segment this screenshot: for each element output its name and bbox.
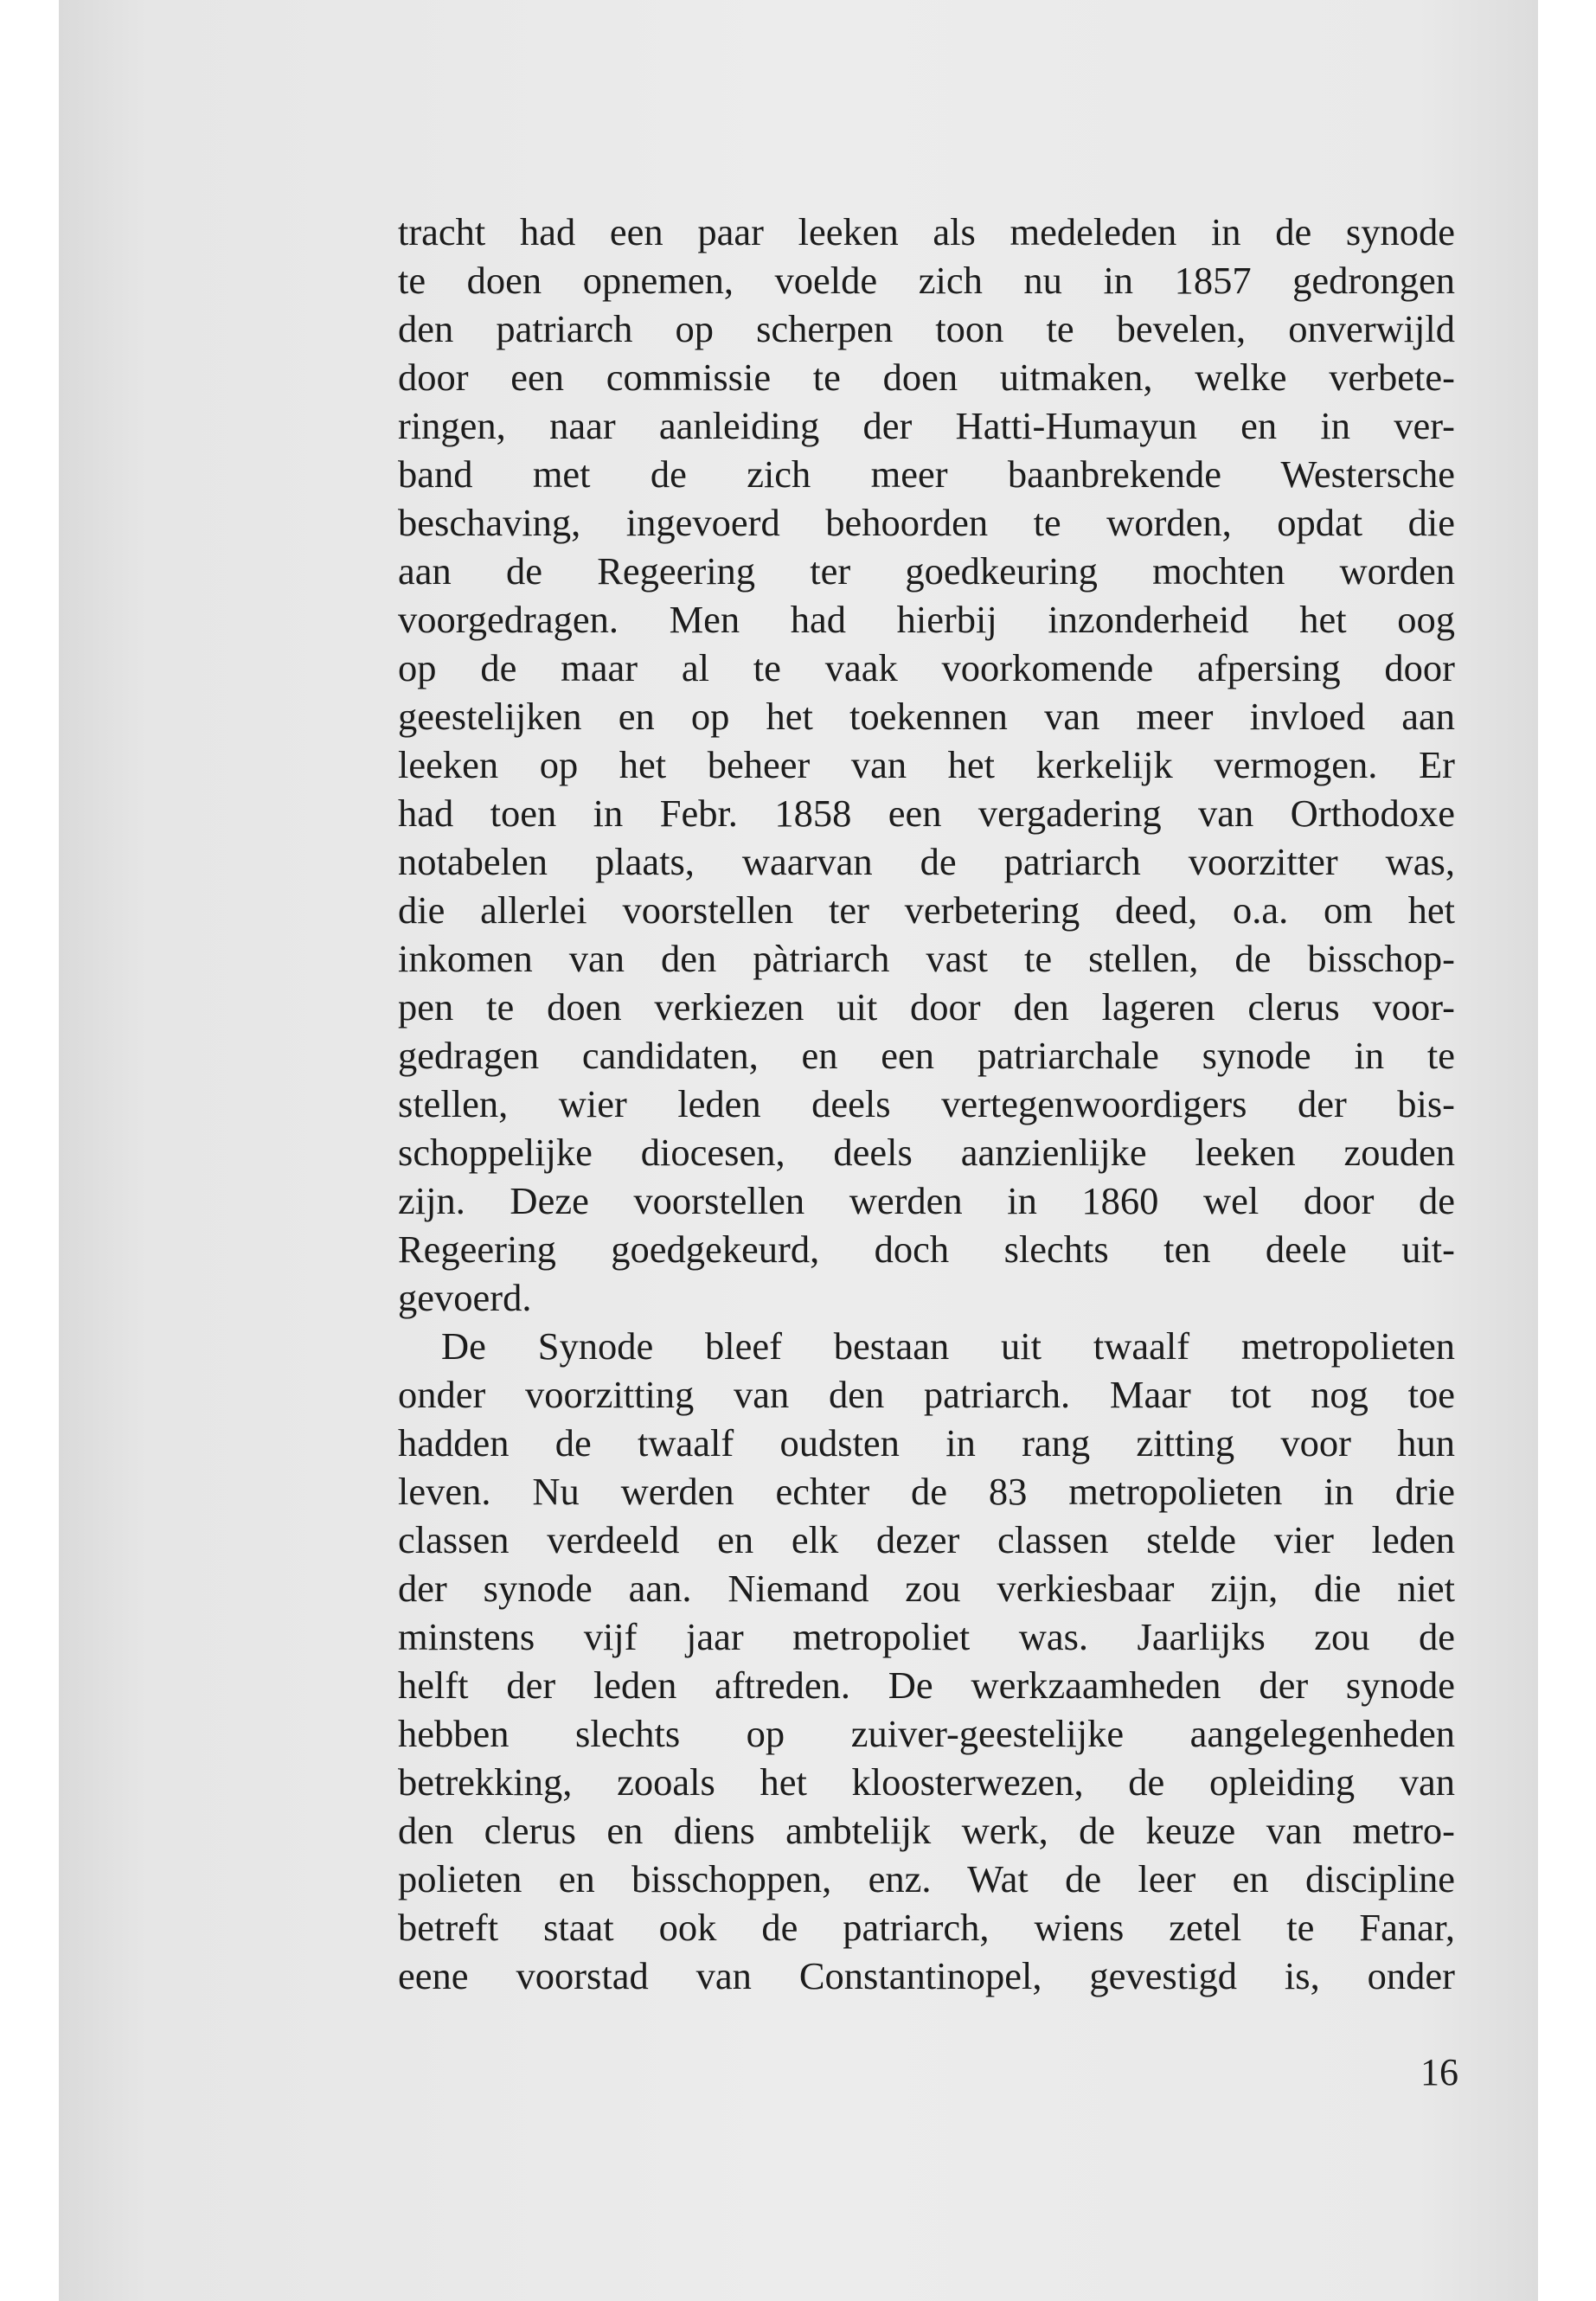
book-page [59,0,1538,2301]
text-line: notabelen plaats, waarvan de patriarch voorzitter was, [398,840,1455,883]
text-line: door een commissie te doen uitmaken, welke verbete- [398,356,1455,399]
text-line: polieten en bisschoppen, enz. Wat de leer en discipline [398,1857,1455,1900]
text-line: betreft staat ook de patriarch, wiens zetel te Fanar, [398,1906,1455,1949]
text-line: stellen, wier leden deels vertegenwoordigers der bis- [398,1082,1455,1125]
text-line: op de maar al te vaak voorkomende afpersing door [398,646,1455,689]
text-line: helft der leden aftreden. De werkzaamheden der synode [398,1663,1455,1707]
text-line: eene voorstad van Constantinopel, gevestigd is, onder [398,1954,1455,1997]
text-line: betrekking, zooals het kloosterwezen, de opleiding van [398,1760,1455,1804]
text-line: leeken op het beheer van het kerkelijk vermogen. Er [398,743,1455,786]
text-line: voorgedragen. Men had hierbij inzonderheid het oog [398,598,1455,641]
text-line: tracht had een paar leeken als medeleden in de synode [398,210,1455,253]
text-line: die allerlei voorstellen ter verbetering deed, o.a. om het [398,888,1455,932]
text-line: had toen in Febr. 1858 een vergadering van Orthodoxe [398,792,1455,835]
text-line: band met de zich meer baanbrekende Westersche [398,452,1455,496]
text-line: Regeering goedgekeurd, doch slechts ten deele uit- [398,1227,1455,1271]
text-line: geestelijken en op het toekennen van meer invloed aan [398,695,1455,738]
page-number: 16 [1420,2051,1458,2093]
body-text [398,208,1455,2000]
text-line: gedragen candidaten, en een patriarchale synode in te [398,1034,1455,1077]
text-line: pen te doen verkiezen uit door den lageren clerus voor- [398,985,1455,1029]
text-line: zijn. Deze voorstellen werden in 1860 wel door de [398,1179,1455,1222]
text-line: minstens vijf jaar metropoliet was. Jaarlijks zou de [398,1615,1455,1658]
text-line: De Synode bleef bestaan uit twaalf metropolieten [441,1324,1455,1368]
text-line: inkomen van den pàtriarch vast te stellen, de bisschop- [398,937,1455,980]
text-line: beschaving, ingevoerd behoorden te worden, opdat die [398,501,1455,544]
text-line: der synode aan. Niemand zou verkiesbaar zijn, die niet [398,1567,1455,1610]
text-line: aan de Regeering ter goedkeuring mochten worden [398,549,1455,593]
text-line: schoppelijke diocesen, deels aanzienlijke leeken zouden [398,1131,1455,1174]
text-line: classen verdeeld en elk dezer classen stelde vier leden [398,1518,1455,1561]
text-line: ringen, naar aanleiding der Hatti-Humayun en in ver- [398,404,1455,447]
text-line: den patriarch op scherpen toon te bevelen, onverwijld [398,307,1455,350]
text-line: den clerus en diens ambtelijk werk, de keuze van metro- [398,1809,1455,1852]
text-line: te doen opnemen, voelde zich nu in 1857 gedrongen [398,259,1455,302]
text-line: leven. Nu werden echter de 83 metropolieten in drie [398,1470,1455,1513]
text-line: gevoerd. [398,1276,532,1319]
text-line: hebben slechts op zuiver-geestelijke aangelegenheden [398,1712,1455,1755]
text-line: hadden de twaalf oudsten in rang zitting voor hun [398,1421,1455,1465]
text-line: onder voorzitting van den patriarch. Maar tot nog toe [398,1373,1455,1416]
